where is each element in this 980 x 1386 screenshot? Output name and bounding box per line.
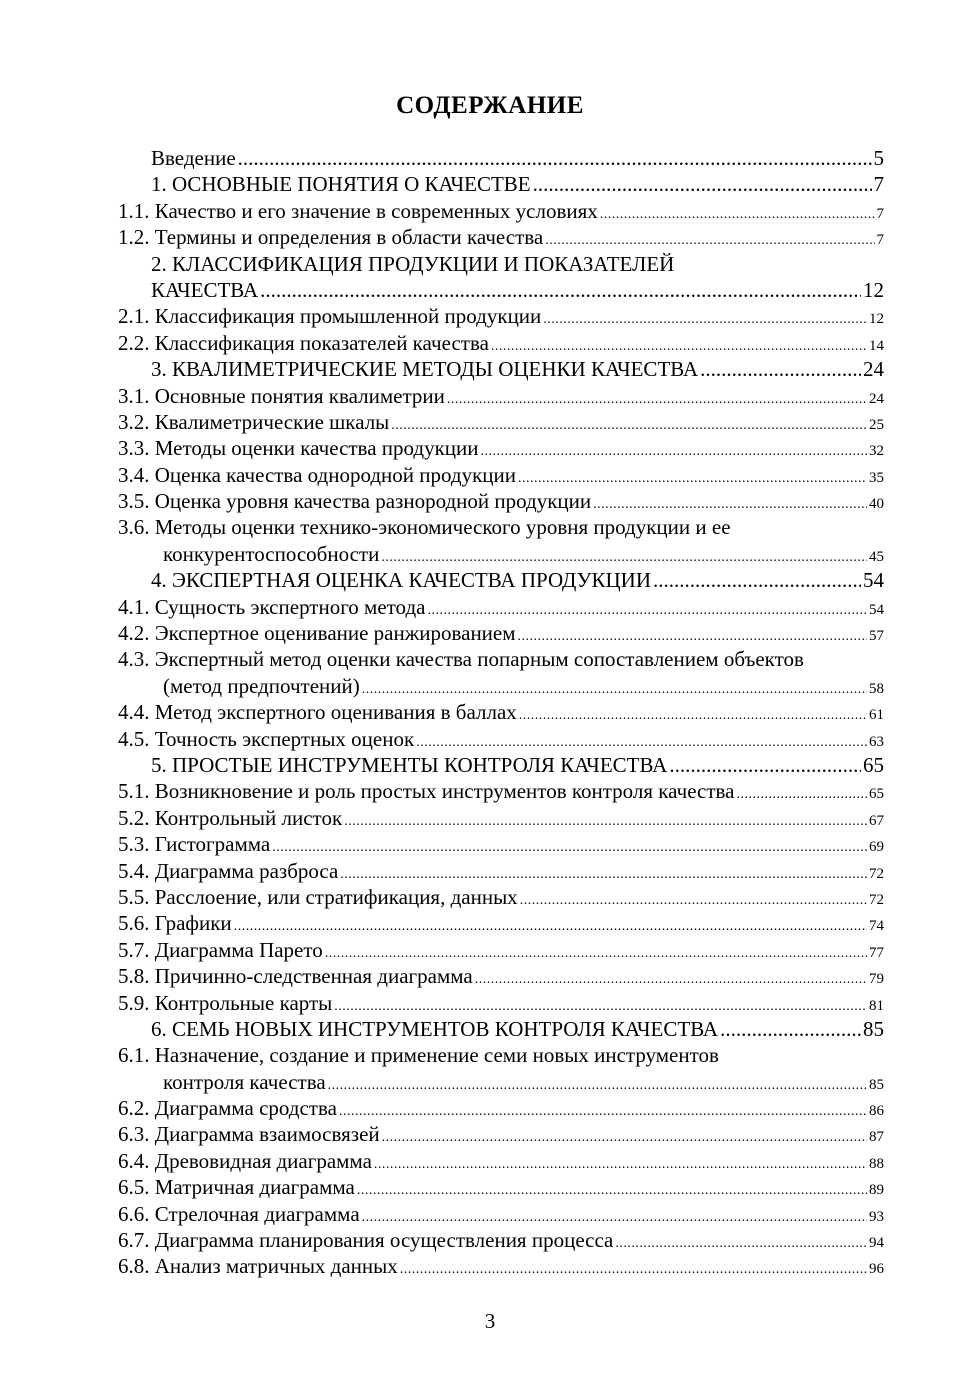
toc-label: 5.3. Гистограмма (118, 832, 271, 857)
toc-section-3-6[interactable] (0, 541, 980, 567)
toc-page: 89 (869, 1182, 884, 1199)
toc-label: 4.4. Метод экспертного оценивания в баллах (118, 700, 517, 725)
toc-section-4-3[interactable] (0, 673, 980, 699)
toc-page: 65 (869, 786, 884, 803)
toc-label: 6.3. Диаграмма взаимосвязей (118, 1122, 380, 1147)
toc-label: 3.3. Методы оценки качества продукции (118, 436, 479, 461)
toc-page: 40 (869, 496, 884, 513)
toc-page: 93 (869, 1208, 884, 1225)
toc-page: 54 (863, 568, 884, 593)
toc-label: 5.8. Причинно-следственная диаграмма (118, 964, 473, 989)
toc-page: 35 (869, 469, 884, 486)
toc-page: 7 (873, 172, 884, 197)
toc-section-6-8[interactable] (0, 1253, 980, 1279)
toc-entry-intro[interactable] (0, 145, 980, 171)
toc-page: 88 (869, 1155, 884, 1172)
toc-chapter-1[interactable] (0, 171, 980, 197)
toc-section-1-1[interactable] (0, 198, 980, 224)
toc-label: 6. СЕМЬ НОВЫХ ИНСТРУМЕНТОВ КОНТРОЛЯ КАЧЕСТВА (151, 1016, 719, 1041)
toc-section-2-1[interactable] (0, 303, 980, 329)
toc-section-6-1[interactable] (0, 1069, 980, 1095)
toc-label: 4.1. Сущность экспертного метода (118, 594, 426, 619)
toc-page: 12 (863, 277, 884, 302)
toc-section-4-5[interactable] (0, 726, 980, 752)
toc-chapter-3[interactable] (0, 356, 980, 382)
toc-page: 72 (869, 891, 884, 908)
toc-page: 24 (869, 390, 884, 407)
toc-section-6-4[interactable] (0, 1148, 980, 1174)
toc-label: 2.2. Классификация показателей качества (118, 330, 489, 355)
toc-section-3-4[interactable] (0, 462, 980, 488)
leader-dots (533, 171, 872, 197)
toc-chapter-2-line1[interactable] (0, 251, 980, 277)
toc-page: 58 (869, 680, 884, 697)
toc-page: 7 (876, 232, 884, 249)
toc-label: 4.2. Экспертное оценивание ранжированием (118, 621, 516, 646)
toc-label: 3.4. Оценка качества однородной продукции (118, 462, 517, 487)
toc-label: 3. КВАЛИМЕТРИЧЕСКИЕ МЕТОДЫ ОЦЕНКИ КАЧЕСТВА (151, 357, 699, 382)
toc-chapter-2[interactable] (0, 277, 980, 303)
toc-section-6-7[interactable] (0, 1227, 980, 1253)
toc-label: 4. ЭКСПЕРТНАЯ ОЦЕНКА КАЧЕСТВА ПРОДУКЦИИ (151, 568, 652, 593)
toc-section-3-2[interactable] (0, 409, 980, 435)
toc-page: 25 (869, 416, 884, 433)
toc-page: 69 (869, 839, 884, 856)
toc-page: 85 (869, 1076, 884, 1093)
toc-label: 6.4. Древовидная диаграмма (118, 1148, 372, 1173)
toc-section-3-5[interactable] (0, 488, 980, 514)
toc-page: 85 (863, 1016, 884, 1041)
toc-page: 94 (869, 1235, 884, 1252)
toc-section-5-5[interactable] (0, 884, 980, 910)
leader-dots (720, 1016, 861, 1042)
toc-page: 32 (869, 443, 884, 460)
toc-label: 1.2. Термины и определения в области качества (118, 225, 544, 250)
toc-page: 7 (876, 205, 884, 222)
toc-section-5-6[interactable] (0, 910, 980, 936)
toc-label: 5.7. Диаграмма Парето (118, 937, 323, 962)
leader-dots (260, 277, 861, 303)
toc-label: 5.6. Графики (118, 911, 232, 936)
table-of-contents (0, 145, 980, 1280)
toc-chapter-4[interactable] (0, 567, 980, 593)
toc-section-3-6-line1[interactable] (0, 514, 980, 540)
toc-section-5-4[interactable] (0, 858, 980, 884)
toc-section-6-6[interactable] (0, 1201, 980, 1227)
toc-label: 3.5. Оценка уровня качества разнородной продукции (118, 489, 592, 514)
toc-section-4-4[interactable] (0, 699, 980, 725)
toc-page: 14 (869, 337, 884, 354)
toc-page: 65 (863, 752, 884, 777)
toc-label: 5.2. Контрольный листок (118, 805, 343, 830)
leader-dots (400, 1257, 867, 1283)
toc-section-1-2[interactable] (0, 224, 980, 250)
toc-label: контроля качества (163, 1069, 326, 1094)
toc-label: 5.5. Расслоение, или стратификация, данных (118, 884, 518, 909)
toc-label: 5. ПРОСТЫЕ ИНСТРУМЕНТЫ КОНТРОЛЯ КАЧЕСТВА (151, 752, 668, 777)
toc-label: (метод предпочтений) (163, 673, 360, 698)
toc-page: 74 (869, 918, 884, 935)
toc-page: 5 (873, 146, 884, 170)
toc-page: 45 (869, 548, 884, 565)
toc-label: 3.1. Основные понятия квалиметрии (118, 383, 445, 408)
toc-label: 5.9. Контрольные карты (118, 990, 333, 1015)
toc-label: конкурентоспособности (163, 541, 380, 566)
toc-page: 12 (869, 311, 884, 328)
toc-section-5-9[interactable] (0, 990, 980, 1016)
leader-dots (700, 356, 861, 382)
page-title: СОДЕРЖАНИЕ (396, 92, 584, 119)
toc-page: 81 (869, 997, 884, 1014)
toc-section-4-3-line1[interactable] (0, 646, 980, 672)
toc-page: 54 (869, 601, 884, 618)
page-number: 3 (484, 1309, 496, 1333)
toc-label: 6.7. Диаграмма планирования осуществления процесса (118, 1228, 614, 1253)
toc-section-6-2[interactable] (0, 1095, 980, 1121)
toc-label: 1. ОСНОВНЫЕ ПОНЯТИЯ О КАЧЕСТВЕ (151, 172, 531, 197)
toc-label: 5.4. Диаграмма разброса (118, 858, 339, 883)
toc-section-5-2[interactable] (0, 805, 980, 831)
toc-label: 6.1. Назначение, создание и применение семи новых инструментов (118, 1043, 719, 1068)
toc-section-6-5[interactable] (0, 1174, 980, 1200)
toc-section-5-3[interactable] (0, 831, 980, 857)
toc-section-4-1[interactable] (0, 594, 980, 620)
toc-page: 24 (863, 357, 884, 382)
toc-label: 3.2. Квалиметрические шкалы (118, 409, 390, 434)
toc-section-5-1[interactable] (0, 778, 980, 804)
toc-chapter-6[interactable] (0, 1016, 980, 1042)
toc-section-5-7[interactable] (0, 937, 980, 963)
toc-section-3-3[interactable] (0, 435, 980, 461)
toc-page: 87 (869, 1129, 884, 1146)
toc-page: 57 (869, 628, 884, 645)
toc-section-5-8[interactable] (0, 963, 980, 989)
toc-label: КАЧЕСТВА (151, 277, 259, 302)
toc-label: 6.6. Стрелочная диаграмма (118, 1201, 360, 1226)
toc-label: 6.5. Матричная диаграмма (118, 1175, 355, 1200)
toc-page: 72 (869, 865, 884, 882)
toc-page: 79 (869, 971, 884, 988)
leader-dots (669, 752, 861, 778)
toc-chapter-5[interactable] (0, 752, 980, 778)
toc-label: 6.8. Анализ матричных данных (118, 1254, 398, 1279)
toc-label: 4.5. Точность экспертных оценок (118, 726, 415, 751)
toc-page: 61 (869, 707, 884, 724)
toc-page: 86 (869, 1103, 884, 1120)
toc-page: 96 (869, 1261, 884, 1278)
toc-label: 5.1. Возникновение и роль простых инструментов контроля качества (118, 779, 735, 804)
toc-label: 2. КЛАССИФИКАЦИЯ ПРОДУКЦИИ И ПОКАЗАТЕЛЕЙ (151, 251, 675, 276)
toc-label: 6.2. Диаграмма сродства (118, 1096, 337, 1121)
toc-section-6-3[interactable] (0, 1121, 980, 1147)
toc-label: Введение (151, 146, 236, 170)
toc-label: 2.1. Классификация промышленной продукции (118, 304, 542, 329)
leader-dots (653, 567, 861, 593)
toc-section-2-2[interactable] (0, 330, 980, 356)
toc-page: 67 (869, 812, 884, 829)
toc-section-4-2[interactable] (0, 620, 980, 646)
toc-label: 4.3. Экспертный метод оценки качества попарным сопоставлением объектов (118, 647, 804, 672)
toc-section-3-1[interactable] (0, 383, 980, 409)
toc-label: 3.6. Методы оценки технико-экономического уровня продукции и ее (118, 515, 731, 540)
toc-page: 77 (869, 944, 884, 961)
leader-dots (238, 145, 872, 171)
toc-label: 1.1. Качество и его значение в современных условиях (118, 198, 598, 223)
toc-section-6-1-line1[interactable] (0, 1042, 980, 1068)
toc-page: 63 (869, 733, 884, 750)
